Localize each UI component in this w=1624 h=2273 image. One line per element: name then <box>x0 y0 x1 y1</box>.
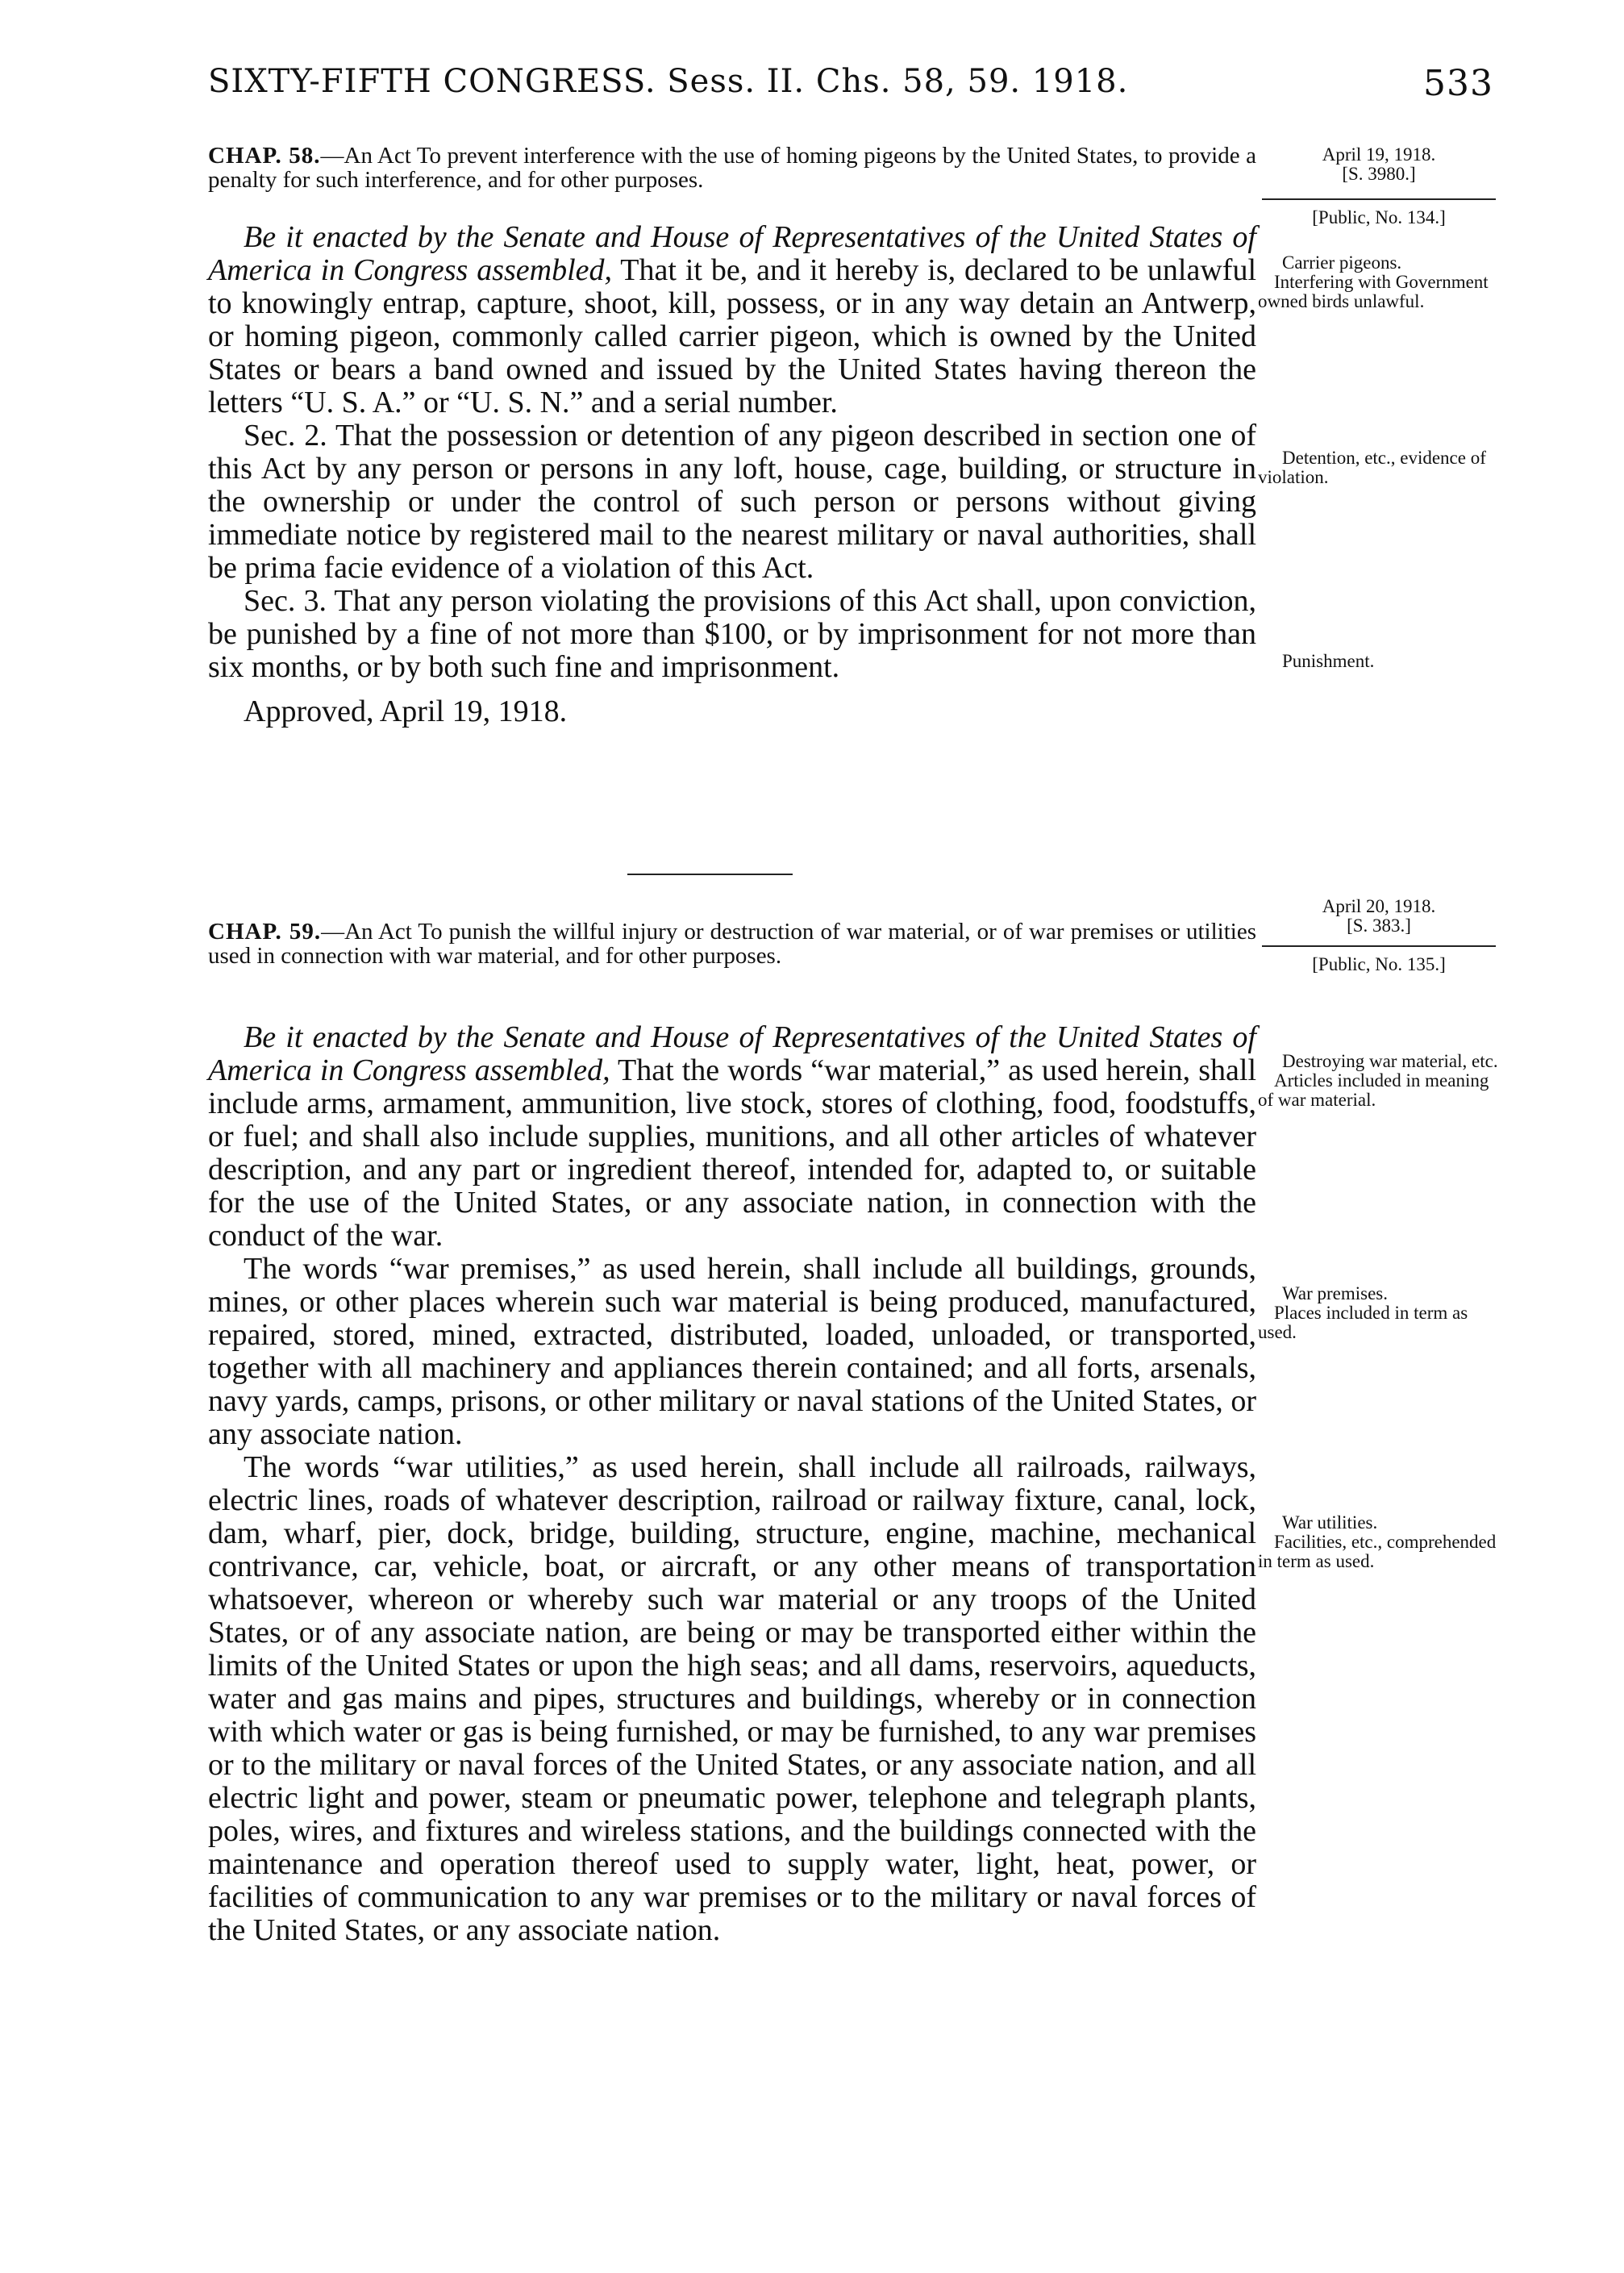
running-header <box>208 63 1493 111</box>
sidenote-interfering: Interfering with Government owned birds unlawful. <box>1258 272 1489 311</box>
chap58-title: —An Act To prevent interference with the use of homing pigeons by the United States, to provide a penalty for such interference, and for other purposes. <box>208 143 1256 193</box>
chap58-margin-header <box>1258 145 1500 184</box>
chap59-war-premises: The words “war premises,” as used herein, shall include all buildings, grounds, mines, or other places wherein such war material is being produced, manufactured, repaired, stored, mined, extracted, distributed, loaded, unloaded, or transported, together with all machinery and appliances therein contained; and all forts, arsenals, navy yards, camps, prisons, or other military or naval stations of the United States, or any associate nation. <box>208 1252 1256 1451</box>
chap58-label: CHAP. 58. <box>208 143 321 169</box>
sidenote-facilities: Facilities, etc., comprehended in term as used. <box>1258 1532 1497 1571</box>
chap59-heading <box>208 920 1256 968</box>
section-divider <box>627 874 793 875</box>
chap58-enact-italic: Be it enacted by the Senate and House of Representatives of the United States of America in Congress assembled, <box>208 220 1256 287</box>
chap59-war-utilities: The words “war utilities,” as used herein, shall include all railroads, railways, electric lines, roads of whatever description, railroad or railway fixture, canal, lock, dam, wharf, pier, dock, bridge, building, structure, engine, machine, mechanical contrivance, car, vehicle, boat, or aircraft, or any other means of transportation whatsoever, whereon or whereby such war material or any troops of the United States, or of any associate nation, are being or may be transported either within the limits of the United States or upon the high seas; and all dams, reservoirs, aqueducts, water and gas mains and pipes, structures and buildings, whereby or in connection with which water or gas is being furnished, or may be furnished, to any war premises or to the military or naval forces of the United States, or any associate nation, and all electric light and power, steam or pneumatic power, telephone and telegraph plants, poles, wires, and fixtures and wireless stations, and the buildings connected with the maintenance and operation thereof used to supply water, light, heat, power, or facilities of communication to any war premises or to the military or naval forces of the United States, or any associate nation. <box>208 1450 1256 1947</box>
header-title: SIXTY-FIFTH CONGRESS. Sess. II. Chs. 58, 59. 1918. <box>208 63 1129 100</box>
sidenote-punishment: Punishment. <box>1282 651 1375 671</box>
chap58-bill: [S. 3980.] <box>1342 164 1416 184</box>
sidenote-carrier-pigeons: Carrier pigeons. <box>1282 252 1402 273</box>
sidenote-war-premises: War premises. <box>1282 1283 1388 1303</box>
chap59-enacting-clause <box>208 1021 1256 1253</box>
chap58-sidenote-detention <box>1258 448 1500 487</box>
margin-rule-2 <box>1262 945 1496 947</box>
chap58-sidenote-carrier <box>1258 253 1500 311</box>
sidenote-articles: Articles included in meaning of war material. <box>1258 1070 1489 1110</box>
chap58-approved: Approved, April 19, 1918. <box>244 694 568 728</box>
chap59-sidenote-utilities <box>1258 1513 1500 1571</box>
chap59-enact-text: That the words “war material,” as used herein, shall include arms, armament, ammunition, live stock, stores of clothing, food, foodstuffs, or fuel; and shall also include supplies, munitions, and all other articles of whatever description, and any part or ingredient thereof, intended for, adapted to, or suitable for the use of the United States, or any associate nation, in connection with the conduct of the war. <box>208 1053 1257 1253</box>
chap59-bill: [S. 383.] <box>1347 915 1411 936</box>
chap58-sidenote-punishment <box>1258 652 1500 671</box>
chap59-sidenote-destroying <box>1258 1052 1500 1110</box>
chap58-body <box>208 221 1256 728</box>
chap59-title: —An Act To punish the willful injury or destruction of war material, or of war premises or utilities used in connection with war material, and for other purposes. <box>208 919 1256 969</box>
chap59-body <box>208 1021 1256 1947</box>
sidenote-war-utilities: War utilities. <box>1282 1512 1378 1533</box>
page-number: 533 <box>1423 63 1493 104</box>
chap58-public-law <box>1258 208 1500 227</box>
chap59-date: April 20, 1918. <box>1322 896 1436 916</box>
chap58-date: April 19, 1918. <box>1322 144 1436 165</box>
chap58-section-3: Sec. 3. That any person violating the provisions of this Act shall, upon conviction, be punished by a fine of not more than $100, or by imprisonment for not more than six months, or by both such fine and imprisonment. <box>208 584 1256 684</box>
chap59-public-law <box>1258 955 1500 974</box>
chap59-sidenote-premises <box>1258 1284 1500 1342</box>
sidenote-places: Places included in term as used. <box>1258 1303 1468 1342</box>
chap58-enacting-clause <box>208 221 1256 419</box>
chap58-heading <box>208 144 1256 192</box>
chap58-public: [Public, No. 134.] <box>1312 207 1446 227</box>
chap59-label: CHAP. 59. <box>208 919 322 945</box>
chap59-margin-header <box>1258 897 1500 936</box>
sidenote-destroying: Destroying war material, etc. <box>1282 1051 1498 1071</box>
chap58-enact-text: That it be, and it hereby is, declared to be unlawful to knowingly entrap, capture, shoot, kill, possess, or in any way detain an Antwerp, or homing pigeon, commonly called carrier pigeon, which is owned by the United States or bears a band owned and issued by the United States having thereon the letters “U. S. A.” or “U. S. N.” and a serial number. <box>208 253 1256 419</box>
chap59-enact-italic: Be it enacted by the Senate and House of Representatives of the United States of America in Congress assembled, <box>208 1020 1256 1087</box>
margin-rule <box>1262 198 1496 200</box>
chap59-public: [Public, No. 135.] <box>1312 954 1446 974</box>
sidenote-detention: Detention, etc., evidence of violation. <box>1258 448 1486 487</box>
chap58-section-2: Sec. 2. That the possession or detention of any pigeon described in section one of this Act by any person or persons in any loft, house, cage, building, or structure in the ownership or under the control of such person or persons without giving immediate notice by registered mail to the nearest military or naval authorities, shall be prima facie evidence of a violation of this Act. <box>208 419 1256 585</box>
